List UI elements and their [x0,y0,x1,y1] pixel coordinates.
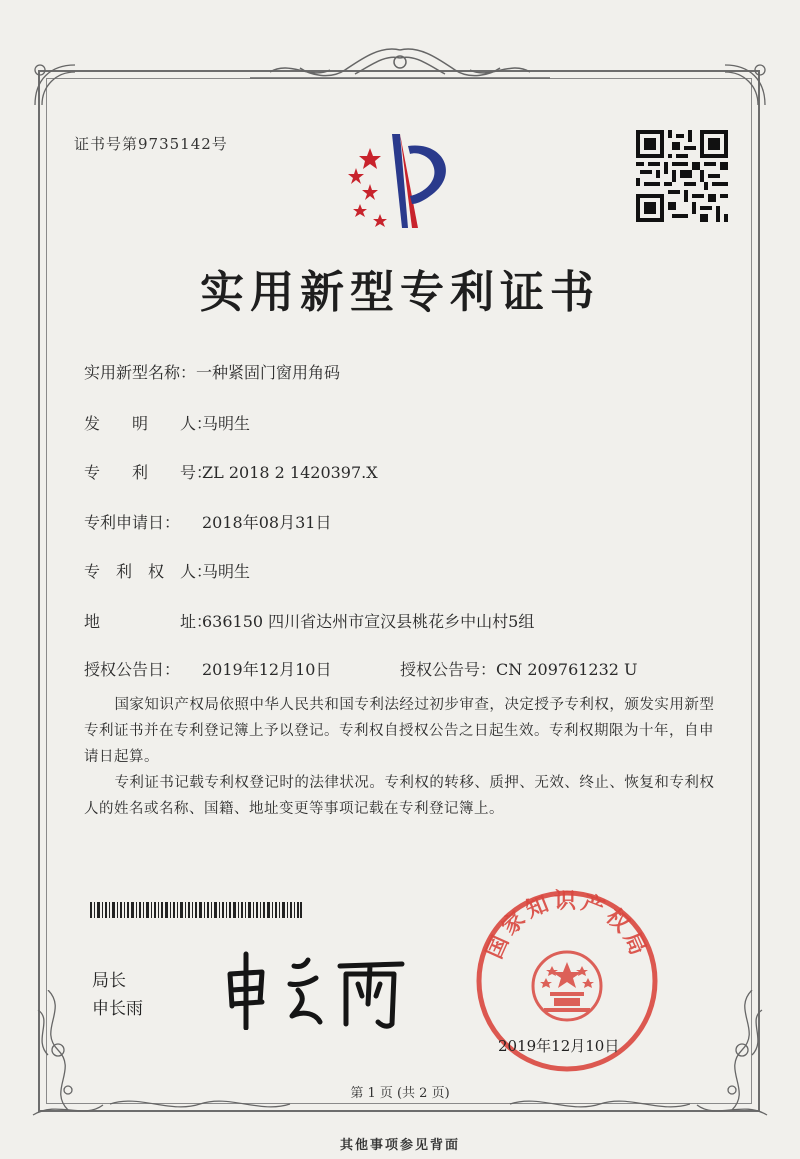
top-ornament [250,40,550,90]
field-label: 专 利 权 人： [84,562,213,581]
field-value: CN 209761232 U [496,660,638,679]
patentee-field [84,559,250,582]
bottom-right-ornament [692,990,772,1130]
patent-office-logo [330,126,470,236]
field-label: 实用新型名称： [84,363,197,382]
field-label: 授权公告日： [84,660,181,679]
footer-note: 其他事项参见背面 [339,1138,460,1153]
utility-model-name-field [84,360,340,383]
inventor-field [84,411,250,434]
address-field [84,609,534,632]
field-value: 2019年12月10日 [202,660,332,679]
legal-paragraph-1: 国家知识产权局依照中华人民共和国专利法经过初步审查，决定授予专利权，颁发实用新型专利证书并在专利登记簿上予以登记。专利权自授权公告之日起生效。专利权期限为十年，自申请日起算。 [84,697,715,765]
certificate-number: 证书号第9735142号 [74,135,228,153]
field-label: 授权公告号： [400,660,497,679]
field-value: 马明生 [202,414,251,433]
top-left-corner-ornament [30,60,80,110]
barcode [90,902,302,918]
qr-code [636,130,728,222]
field-value: ZL 2018 2 1420397.X [202,463,378,482]
field-value: 636150 四川省达州市宣汉县桃花乡中山村5组 [202,612,535,631]
field-label: 专利申请日： [84,513,181,532]
application-date-field [84,510,331,533]
seal-text: 国家知识产权局 [482,889,652,963]
field-label: 发 明 人： [84,414,213,433]
director-name: 申长雨 [92,999,143,1019]
seal-date: 2019年12月10日 [498,1037,620,1055]
certificate-title: 实用新型专利证书 [200,267,600,318]
field-label: 地 址： [84,612,213,631]
field-value: 马明生 [202,562,251,581]
field-label: 专 利 号： [84,463,213,482]
director-title: 局长 [92,971,126,991]
legal-paragraph-2: 专利证书记载专利权登记时的法律状况。专利权的转移、质押、无效、终止、恢复和专利权人的姓名或名称、国籍、地址变更等事项记载在专利登记簿上。 [84,775,715,817]
field-value: 2018年08月31日 [202,513,332,532]
grant-date-field [84,657,331,680]
patent-number-field [84,460,378,483]
director-signature [212,944,412,1030]
top-right-corner-ornament [720,60,770,110]
field-value: 一种紧固门窗用角码 [196,363,341,382]
page-number: 第 1 页 (共 2 页) [350,1086,450,1101]
announcement-number-field [400,657,638,680]
